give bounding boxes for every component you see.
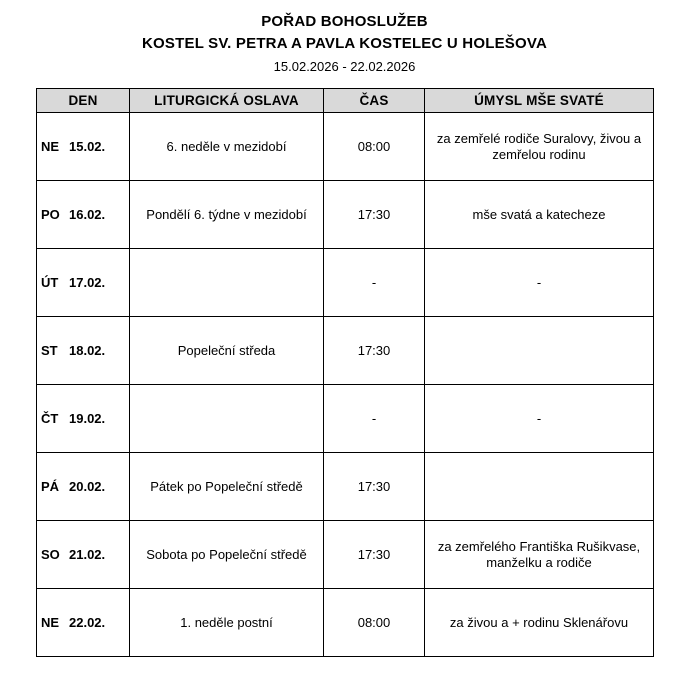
day-date: 21.02.	[69, 546, 106, 562]
day-date: 20.02.	[69, 478, 106, 494]
table-row	[37, 589, 654, 657]
cell-day	[37, 317, 130, 385]
table-row	[37, 113, 654, 181]
cell-time: 08:00	[324, 113, 425, 181]
cell-celebration: Pátek po Popeleční středě	[130, 453, 324, 521]
cell-day	[37, 589, 130, 657]
table-row	[37, 385, 654, 453]
cell-intention: za zemřelé rodiče Suralovy, živou a zemřelou rodinu	[425, 113, 654, 181]
cell-celebration: 6. neděle v mezidobí	[130, 113, 324, 181]
cell-day	[37, 385, 130, 453]
day-date: 19.02.	[69, 410, 106, 426]
cell-celebration: Pondělí 6. týdne v mezidobí	[130, 181, 324, 249]
cell-celebration: Popeleční středa	[130, 317, 324, 385]
day-date: 17.02.	[69, 274, 106, 290]
table-header-row	[37, 89, 654, 113]
table-row	[37, 181, 654, 249]
cell-time: 17:30	[324, 453, 425, 521]
column-header-time: ČAS	[324, 89, 425, 113]
table-row	[37, 453, 654, 521]
day-of-week: NE	[41, 614, 60, 630]
column-header-intention: ÚMYSL MŠE SVATÉ	[425, 89, 654, 113]
cell-intention	[425, 453, 654, 521]
cell-time: 17:30	[324, 181, 425, 249]
cell-day	[37, 521, 130, 589]
cell-intention: za zemřelého Františka Rušikvase, manželku a rodiče	[425, 521, 654, 589]
cell-time: -	[324, 385, 425, 453]
column-header-day: DEN	[37, 89, 130, 113]
cell-intention: za živou a + rodinu Sklenářovu	[425, 589, 654, 657]
cell-time: -	[324, 249, 425, 317]
cell-day	[37, 113, 130, 181]
cell-intention	[425, 317, 654, 385]
cell-celebration: 1. neděle postní	[130, 589, 324, 657]
document-header	[0, 0, 689, 76]
cell-celebration	[130, 385, 324, 453]
day-date: 15.02.	[69, 138, 106, 154]
cell-intention: -	[425, 385, 654, 453]
column-header-celebration: LITURGICKÁ OSLAVA	[130, 89, 324, 113]
table-row	[37, 521, 654, 589]
cell-celebration: Sobota po Popeleční středě	[130, 521, 324, 589]
cell-time: 17:30	[324, 317, 425, 385]
cell-intention: -	[425, 249, 654, 317]
day-of-week: PÁ	[41, 478, 60, 494]
day-of-week: ST	[41, 342, 58, 358]
day-date: 22.02.	[69, 614, 106, 630]
day-of-week: ÚT	[41, 274, 59, 290]
page-title: POŘAD BOHOSLUŽEB	[261, 13, 428, 30]
day-of-week: ČT	[41, 410, 59, 426]
day-date: 16.02.	[69, 206, 106, 222]
day-of-week: SO	[41, 546, 60, 562]
date-range: 15.02.2026 - 22.02.2026	[273, 59, 416, 74]
schedule-table	[36, 88, 654, 657]
day-date: 18.02.	[69, 342, 106, 358]
table-row	[37, 249, 654, 317]
cell-day	[37, 181, 130, 249]
day-of-week: NE	[41, 138, 60, 154]
parish-subtitle: KOSTEL SV. PETRA A PAVLA KOSTELEC U HOLEŠOVA	[142, 35, 547, 52]
cell-day	[37, 453, 130, 521]
schedule-table-container	[36, 88, 653, 657]
cell-intention: mše svatá a katecheze	[425, 181, 654, 249]
cell-celebration	[130, 249, 324, 317]
day-of-week: PO	[41, 206, 60, 222]
table-row	[37, 317, 654, 385]
cell-day	[37, 249, 130, 317]
cell-time: 17:30	[324, 521, 425, 589]
table-body	[37, 113, 654, 657]
cell-time: 08:00	[324, 589, 425, 657]
